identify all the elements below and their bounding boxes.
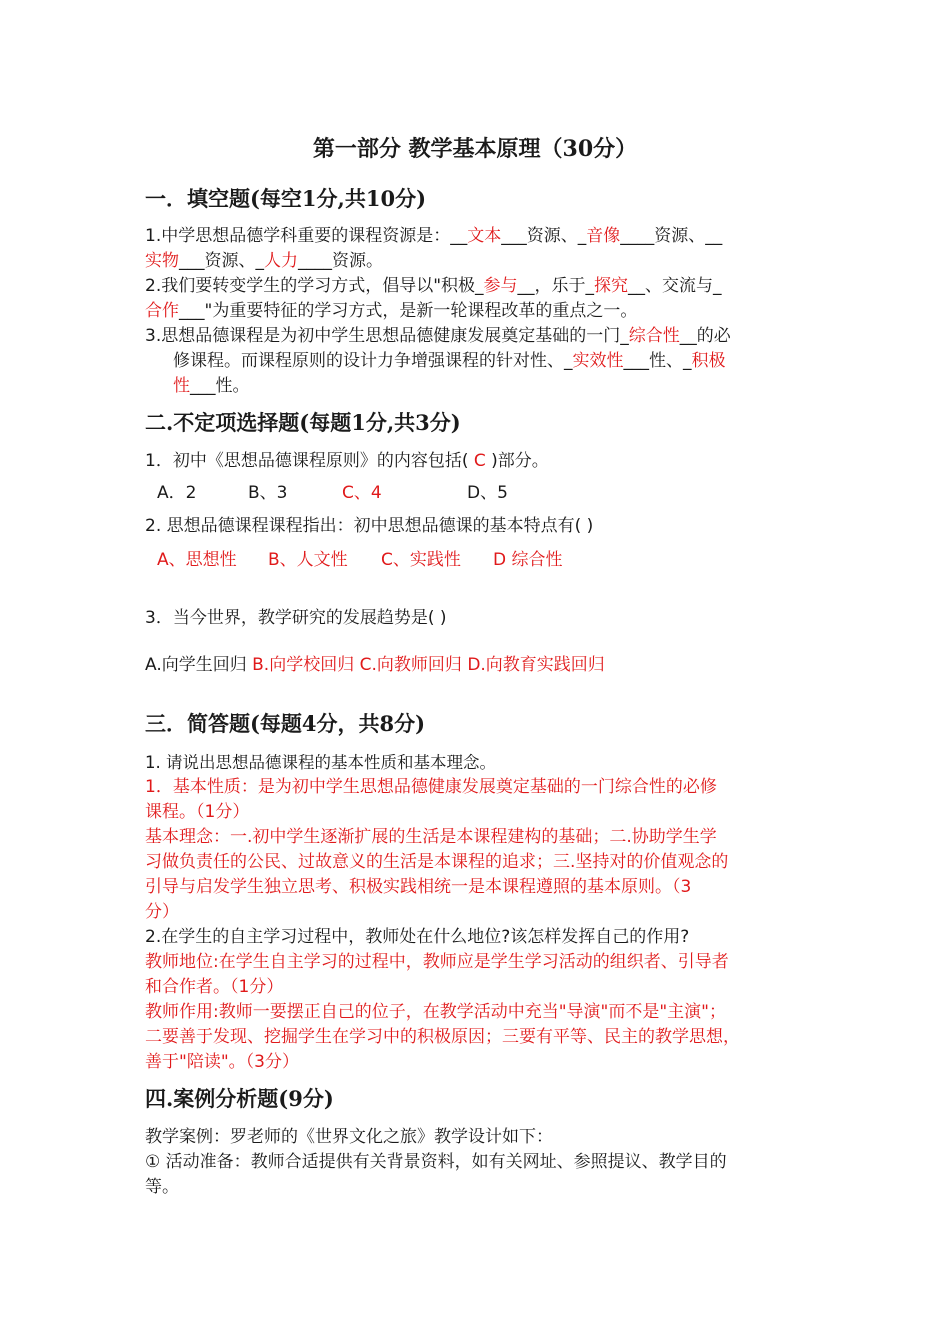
choice-q1-option-d: D、5 — [467, 483, 508, 503]
short-a2-line3: 教师作用:教师一要摆正自己的位子，在教学活动中充当"导演"而不是"主演"； — [145, 1002, 727, 1022]
short-q1: 1. 请说出思想品德课程的基本性质和基本理念。 — [145, 753, 496, 772]
case-line1: 教学案例：罗老师的《世界文化之旅》教学设计如下： — [145, 1127, 553, 1147]
short-q2: 2.在学生的自主学习过程中，教师处在什么地位?该怎样发挥自己的作用? — [145, 927, 690, 947]
choice-q3-stem: 3．当今世界，教学研究的发展趋势是( ) — [145, 608, 447, 628]
short-a1-line2: 课程。（1分） — [145, 802, 250, 822]
case-line2: ① 活动准备：教师合适提供有关背景资料，如有关网址、参照提议、教学目的 — [145, 1152, 727, 1172]
fill-q1-line1: 1.中学思想品德学科重要的课程资源是：__文本___资源、_音像____资源、__ — [145, 226, 723, 246]
fill-q3-line2: 修课程。而课程原则的设计力争增强课程的针对性、_实效性___性、_积极 — [173, 351, 726, 371]
fill-q3-line3: 性___性。 — [173, 376, 250, 396]
short-a1-line3: 基本理念：一.初中学生逐渐扩展的生活是本课程建构的基础；二.协助学生学 — [145, 827, 717, 847]
choice-q1-option-a: A．2 — [157, 483, 197, 503]
fill-q3-line1: 3.思想品德课程是为初中学生思想品德健康发展奠定基础的一门_综合性__的必 — [145, 326, 731, 346]
section-3-heading: 三．简答题(每题4分，共8分) — [145, 711, 426, 736]
section-1-heading: 一．填空题(每空1分,共10分) — [145, 186, 427, 211]
short-a2-line1: 教师地位:在学生自主学习的过程中，教师应是学生学习活动的组织者、引导者 — [145, 952, 729, 972]
choice-q2-option-c: C、实践性 — [381, 550, 461, 570]
page-title: 第一部分 教学基本原理（30分） — [312, 136, 638, 162]
fill-q2-line1: 2.我们要转变学生的学习方式，倡导以"积极_参与__，乐于_探究__、交流与_ — [145, 276, 722, 296]
short-a1-line4: 习做负责任的公民、过故意义的生活是本课程的追求；三.坚持对的价值观念的 — [145, 852, 729, 872]
short-a1-line6: 分） — [145, 902, 179, 922]
section-4-heading: 四.案例分析题(9分) — [145, 1086, 334, 1111]
choice-q2-option-a: A、思想性 — [157, 550, 237, 570]
choice-q2-option-b: B、人文性 — [268, 550, 348, 570]
choice-q1-option-c: C、4 — [342, 483, 382, 503]
short-a2-line2: 和合作者。（1分） — [145, 977, 284, 997]
section-2-heading: 二.不定项选择题(每题1分,共3分) — [145, 410, 461, 435]
fill-q2-line2: 合作___"为重要特征的学习方式，是新一轮课程改革的重点之一。 — [145, 301, 638, 321]
short-a1-line1: 1．基本性质：是为初中学生思想品德健康发展奠定基础的一门综合性的必修 — [145, 777, 717, 797]
case-line3: 等。 — [145, 1177, 179, 1197]
choice-q3-options: A.向学生回归 B.向学校回归 C.向教师回归 D.向教育实践回归 — [145, 655, 605, 675]
short-a2-line4: 二要善于发现、挖掘学生在学习中的积极原因；三要有平等、民主的教学思想， — [145, 1027, 740, 1047]
choice-q2-option-d: D 综合性 — [493, 550, 563, 570]
choice-q2-stem: 2. 思想品德课程课程指出：初中思想品德课的基本特点有( ) — [145, 516, 594, 536]
choice-q1-stem: 1．初中《思想品德课程原则》的内容包括( C )部分。 — [145, 451, 549, 471]
short-a2-line5: 善于"陪读"。（3分） — [145, 1052, 299, 1072]
choice-q1-option-b: B、3 — [248, 483, 288, 503]
short-a1-line5: 引导与启发学生独立思考、积极实践相统一是本课程遵照的基本原则。（3 — [145, 877, 692, 897]
fill-q1-line2: 实物___资源、_人力____资源。 — [145, 251, 383, 271]
